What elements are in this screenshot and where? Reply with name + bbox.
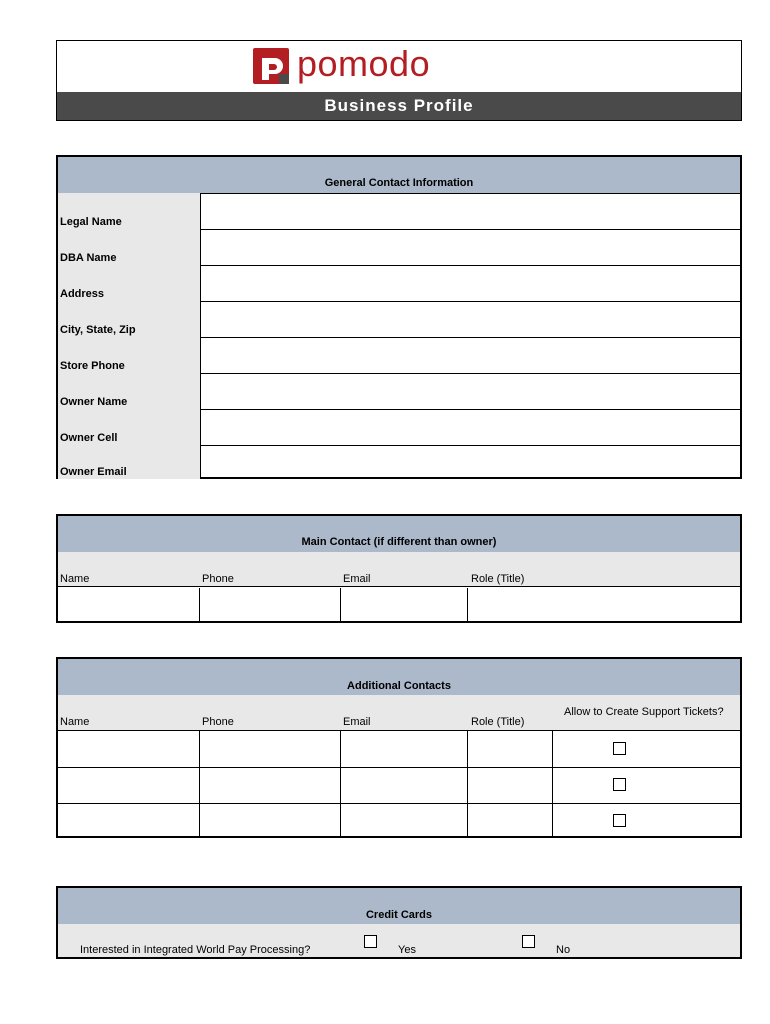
main-contact-name-input[interactable] xyxy=(58,588,199,621)
main-contact-email-input[interactable] xyxy=(341,588,467,621)
main-col-name: Name xyxy=(60,573,90,585)
general-contact-section xyxy=(56,155,742,479)
main-contact-phone-input[interactable] xyxy=(200,588,340,621)
general-field-label xyxy=(58,265,200,301)
main-col-phone: Phone xyxy=(202,573,234,585)
main-col-email: Email xyxy=(343,573,371,585)
general-field-input[interactable] xyxy=(201,445,740,479)
credit-cards-heading xyxy=(58,888,740,925)
form-header xyxy=(56,40,742,121)
divider xyxy=(340,803,341,836)
divider xyxy=(200,265,740,266)
additional-contacts-section xyxy=(56,657,742,838)
general-field-label-text: DBA Name xyxy=(60,252,117,264)
credit-no-label: No xyxy=(556,944,571,956)
divider xyxy=(200,409,201,445)
additional-col-email: Email xyxy=(343,716,371,728)
general-field-input[interactable] xyxy=(201,229,740,265)
divider xyxy=(58,803,740,804)
general-contact-heading-text: General Contact Information xyxy=(324,177,474,189)
divider xyxy=(200,373,740,374)
general-field-label-text: Store Phone xyxy=(60,360,125,372)
additional-col-phone: Phone xyxy=(202,716,234,728)
additional-tickets-cell xyxy=(553,768,740,803)
main-contact-heading xyxy=(58,516,740,553)
divider xyxy=(200,229,740,230)
additional-phone-input[interactable] xyxy=(200,804,340,836)
divider xyxy=(200,373,201,409)
general-field-label-text: Owner Cell xyxy=(60,432,118,444)
general-contact-heading xyxy=(58,157,740,194)
additional-name-input[interactable] xyxy=(58,732,199,767)
general-field-input[interactable] xyxy=(201,409,740,445)
general-field-input[interactable] xyxy=(201,193,740,229)
main-col-role: Role (Title) xyxy=(471,573,525,585)
credit-cards-section xyxy=(56,886,742,959)
logo-text: pomodo xyxy=(297,43,431,84)
credit-no-checkbox[interactable] xyxy=(522,935,535,948)
divider xyxy=(200,445,740,446)
general-field-label xyxy=(58,337,200,373)
divider xyxy=(200,229,201,265)
pomodo-logo xyxy=(251,43,481,90)
divider xyxy=(199,731,200,767)
support-tickets-checkbox[interactable] xyxy=(613,778,626,791)
divider xyxy=(340,731,341,767)
divider xyxy=(200,337,201,373)
additional-role-input[interactable] xyxy=(468,768,552,803)
additional-role-input[interactable] xyxy=(468,732,552,767)
additional-name-input[interactable] xyxy=(58,804,199,836)
divider xyxy=(552,731,553,767)
main-contact-section xyxy=(56,514,742,623)
credit-yes-label: Yes xyxy=(398,944,416,956)
divider xyxy=(199,767,200,803)
divider xyxy=(200,409,740,410)
divider xyxy=(200,301,740,302)
additional-contacts-column-header-row xyxy=(58,695,740,731)
additional-role-input[interactable] xyxy=(468,804,552,836)
general-field-label xyxy=(58,445,200,479)
divider xyxy=(467,803,468,836)
general-field-label-text: Owner Name xyxy=(60,396,128,408)
general-field-label-text: Address xyxy=(60,288,105,300)
general-field-label xyxy=(58,373,200,409)
support-tickets-checkbox[interactable] xyxy=(613,742,626,755)
divider xyxy=(200,193,201,229)
additional-tickets-cell xyxy=(553,732,740,767)
additional-phone-input[interactable] xyxy=(200,768,340,803)
additional-col-tickets: Allow to Create Support Tickets? xyxy=(564,706,724,718)
additional-email-input[interactable] xyxy=(341,804,467,836)
additional-tickets-cell xyxy=(553,804,740,836)
credit-question: Interested in Integrated World Pay Processing? xyxy=(80,944,311,956)
credit-question-row xyxy=(58,924,740,957)
general-field-label xyxy=(58,229,200,265)
general-field-input[interactable] xyxy=(201,337,740,373)
divider xyxy=(552,767,553,803)
additional-contacts-heading-text: Additional Contacts xyxy=(347,680,451,692)
page-title: Business Profile xyxy=(57,92,741,120)
divider xyxy=(552,803,553,836)
divider xyxy=(200,337,740,338)
divider xyxy=(58,767,740,768)
additional-email-input[interactable] xyxy=(341,732,467,767)
general-field-label xyxy=(58,301,200,337)
general-field-input[interactable] xyxy=(201,373,740,409)
additional-name-input[interactable] xyxy=(58,768,199,803)
general-field-label xyxy=(58,409,200,445)
main-contact-column-header-row xyxy=(58,552,740,587)
pomodo-logo-icon xyxy=(251,46,291,86)
general-field-input[interactable] xyxy=(201,265,740,301)
divider xyxy=(340,767,341,803)
general-field-label-text: Legal Name xyxy=(60,216,122,228)
support-tickets-checkbox[interactable] xyxy=(613,814,626,827)
general-field-input[interactable] xyxy=(201,301,740,337)
general-field-label-text: Owner Email xyxy=(60,466,127,478)
divider xyxy=(200,301,201,337)
additional-col-name: Name xyxy=(60,716,90,728)
credit-yes-checkbox[interactable] xyxy=(364,935,377,948)
divider xyxy=(199,803,200,836)
general-field-label-text: City, State, Zip xyxy=(60,324,136,336)
additional-phone-input[interactable] xyxy=(200,732,340,767)
additional-col-role: Role (Title) xyxy=(471,716,525,728)
divider xyxy=(200,265,201,301)
additional-contacts-heading xyxy=(58,659,740,696)
additional-email-input[interactable] xyxy=(341,768,467,803)
general-field-label xyxy=(58,193,200,229)
divider xyxy=(467,767,468,803)
credit-cards-heading-text: Credit Cards xyxy=(365,909,433,921)
main-contact-role-input[interactable] xyxy=(468,588,740,621)
main-contact-heading-text: Main Contact (if different than owner) xyxy=(301,536,497,548)
divider xyxy=(200,445,201,479)
divider xyxy=(467,731,468,767)
